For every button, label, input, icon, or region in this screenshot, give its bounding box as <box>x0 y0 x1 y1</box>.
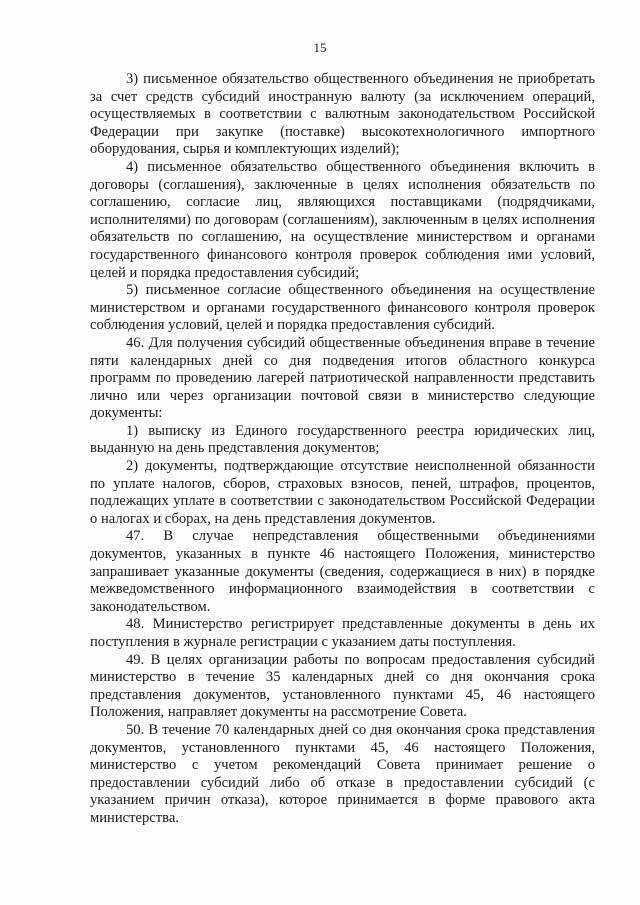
document-body <box>90 71 595 828</box>
paragraph-item-3: 3) письменное обязательство общественного объединения не приобретать за счет средств субсидий иностранную валюту (за исключением операций, осуществляемых в соответствии с валютным законодательством Российской Федерации при закупке (поставке) высокотехнологичного импортного оборудования, сырья и комплектующих изделий); <box>90 71 595 158</box>
paragraph-clause-46: 46. Для получения субсидий общественные объединения вправе в течение пяти календарных дней со дня подведения итогов областного конкурса программ по проведению лагерей патриотической направленности представить лично или через организации почтовой связи в министерство следующие документы: <box>90 334 595 422</box>
page-number: 15 <box>313 40 327 55</box>
paragraph-item-5: 5) письменное согласие общественного объединения на осуществление министерством и органами государственного финансового контроля проверок соблюдения условий, целей и порядка предоставления субсидий. <box>90 282 595 334</box>
paragraph-clause-46-item-1: 1) выписку из Единого государственного реестра юридических лиц, выданную на день представления документов; <box>90 422 595 457</box>
paragraph-clause-48: 48. Министерство регистрирует представленные документы в день их поступления в журнале регистрации с указанием даты поступления. <box>90 616 595 650</box>
paragraph-clause-47: 47. В случае непредставления общественными объединениями документов, указанных в пункте 46 настоящего Положения, министерство запрашивает указанные документы (сведения, содержащиеся в них) в порядке межведомственного информационного взаимодействия в соответствии с законодательством. <box>90 528 595 615</box>
paragraph-clause-46-item-2: 2) документы, подтверждающие отсутствие неисполненной обязанности по уплате налогов, сборов, страховых взносов, пеней, штрафов, процентов, подлежащих уплате в соответствии с законодательством Российской Федерации о налогах и сборах, на день представления документов. <box>90 458 595 527</box>
paragraph-item-4: 4) письменное обязательство общественного объединения включить в договоры (соглашения), заключенные в целях исполнения обязательств по соглашению, согласие лиц, являющихся поставщиками (подрядчиками, исполнителями) по договорам (соглашениям), заключенным в целях исполнения обязательств по соглашению, на осуществление министерством и органами государственного финансового контроля проверок соблюдения ими условий, целей и порядка предоставления субсидий; <box>90 158 595 281</box>
paragraph-clause-50: 50. В течение 70 календарных дней со дня окончания срока представления документов, установленного пунктами 45, 46 настоящего Положения, министерство с учетом рекомендаций Совета принимает решение о предоставлении субсидий либо об отказе в предоставлении субсидий (с указанием причин отказа), которое принимается в форме правового акта министерства. <box>90 721 595 826</box>
paragraph-clause-49: 49. В целях организации работы по вопросам предоставления субсидий министерство в течение 35 календарных дней со дня окончания срока представления документов, установленного пунктами 45, 46 настоящего Положения, направляет документы на рассмотрение Совета. <box>90 651 595 721</box>
